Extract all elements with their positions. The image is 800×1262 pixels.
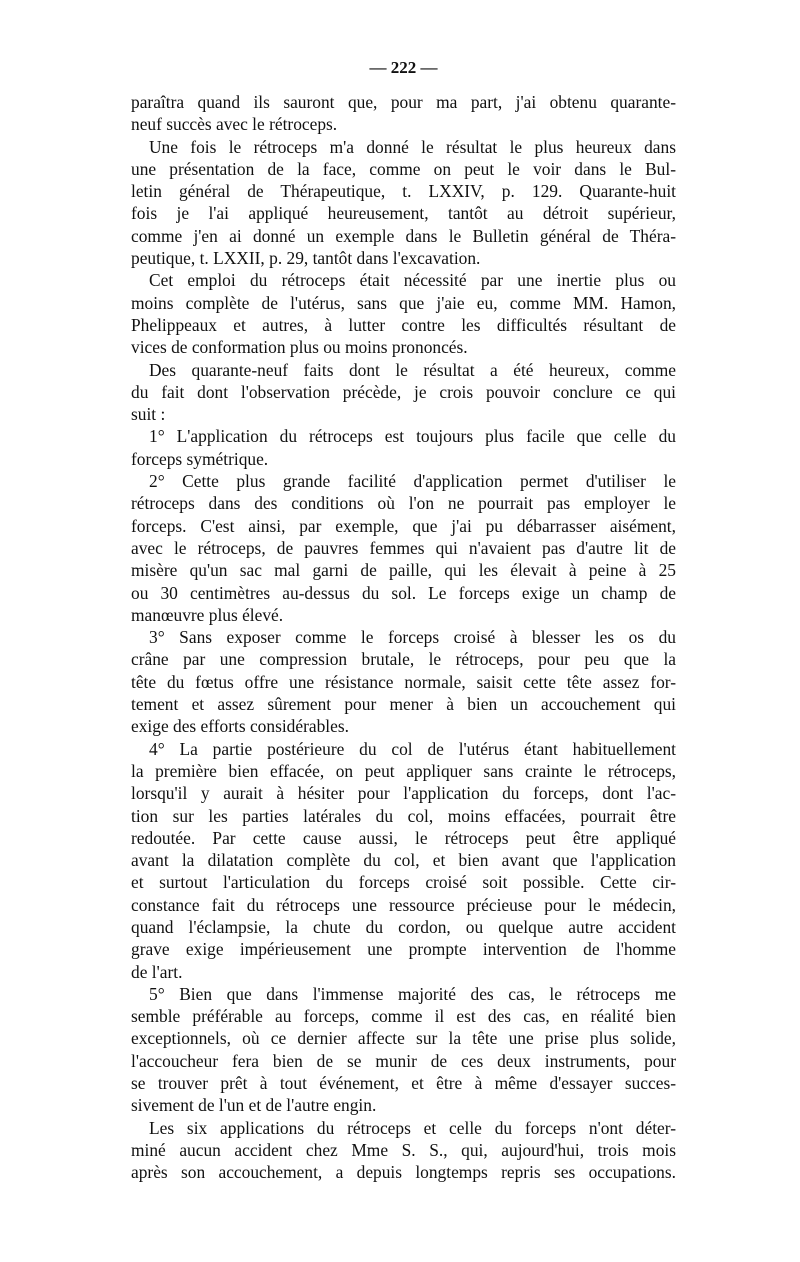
text-line: lorsqu'il y aurait à hésiter pour l'application du forceps, dont l'ac- [131,783,676,804]
text-line: rétroceps dans des conditions où l'on ne pourrait pas employer le [131,493,676,514]
text-line: 2° Cette plus grande facilité d'application permet d'utiliser le [149,471,676,492]
text-line: sivement de l'un et de l'autre engin. [131,1095,377,1116]
text-line: miné aucun accident chez Mme S. S., qui, aujourd'hui, trois mois [131,1139,676,1160]
page-number: — 222 — [369,58,438,77]
text-line: et surtout l'articulation du forceps croisé soit possible. Cette cir- [131,872,676,893]
text-line: semble préférable au forceps, comme il est des cas, en réalité bien [131,1006,676,1027]
text-line: l'accoucheur fera bien de se munir de ces deux instruments, pour [131,1050,676,1071]
text-line: du fait dont l'observation précède, je crois pouvoir conclure ce qui [131,381,676,402]
text-line: exceptionnels, où ce dernier affecte sur la tête une prise plus solide, [131,1028,676,1049]
text-line: tête du fœtus offre une résistance normale, saisit cette tête assez for- [131,671,676,692]
text-line: 5° Bien que dans l'immense majorité des cas, le rétroceps me [149,983,676,1004]
text-line: neuf succès avec le rétroceps. [131,114,338,135]
text-line: comme j'en ai donné un exemple dans le Bulletin général de Théra- [131,225,676,246]
text-line: vices de conformation plus ou moins prononcés. [131,337,468,358]
body-text [131,91,676,1184]
text-line: letin général de Thérapeutique, t. LXXIV, p. 129. Quarante-huit [131,181,676,202]
text-line: tion sur les parties latérales du col, moins effacées, pourrait être [131,805,676,826]
text-line: après son accouchement, a depuis longtemps repris ses occupations. [131,1162,676,1183]
text-line: constance fait du rétroceps une ressource précieuse pour le médecin, [131,894,676,915]
text-line: se trouver prêt à tout événement, et être à même d'essayer succes- [131,1073,676,1094]
text-line: Les six applications du rétroceps et celle du forceps n'ont déter- [149,1117,676,1138]
text-line: grave exige impérieusement une prompte intervention de l'homme [131,939,676,960]
text-line: 3° Sans exposer comme le forceps croisé à blesser les os du [149,627,676,648]
text-line: une présentation de la face, comme on peut le voir dans le Bul- [131,158,676,179]
text-line: Une fois le rétroceps m'a donné le résultat le plus heureux dans [149,136,676,157]
text-line: paraîtra quand ils sauront que, pour ma part, j'ai obtenu quarante- [131,92,676,112]
text-line: Des quarante-neuf faits dont le résultat a été heureux, comme [149,359,676,380]
text-line: avec le rétroceps, de pauvres femmes qui n'avaient pas d'autre lit de [131,537,676,558]
text-line: 4° La partie postérieure du col de l'utérus étant habituellement [149,738,676,759]
text-line: misère qu'un sac mal garni de paille, qui les élevait à peine à 25 [131,560,676,581]
text-line: quand l'éclampsie, la chute du cordon, ou quelque autre accident [131,916,676,937]
text-line: forceps. C'est ainsi, par exemple, que j'ai pu débarrasser aisément, [131,515,676,536]
text-line: ou 30 centimètres au-dessus du sol. Le forceps exige un champ de [131,582,676,603]
text-line: redoutée. Par cette cause aussi, le rétroceps peut être appliqué [131,827,676,848]
text-line: exige des efforts considérables. [131,716,349,737]
text-line: peutique, t. LXXII, p. 29, tantôt dans l'excavation. [131,248,481,269]
text-line: manœuvre plus élevé. [131,604,284,625]
text-line: tement et assez sûrement pour mener à bien un accouchement qui [131,694,676,715]
text-line: de l'art. [131,961,183,982]
text-line: crâne par une compression brutale, le rétroceps, pour peu que la [131,649,676,670]
text-line: Cet emploi du rétroceps était nécessité par une inertie plus ou [149,270,676,291]
text-line: fois je l'ai appliqué heureusement, tantôt au détroit supérieur, [131,203,676,224]
text-line: moins complète de l'utérus, sans que j'aie eu, comme MM. Hamon, [131,292,676,313]
text-line: la première bien effacée, on peut appliquer sans crainte le rétroceps, [131,760,676,781]
text-line: Phelippeaux et autres, à lutter contre les difficultés résultant de [131,314,676,335]
text-line: 1° L'application du rétroceps est toujours plus facile que celle du [149,426,676,447]
text-line: avant la dilatation complète du col, et bien avant que l'application [131,850,676,871]
text-line: suit : [131,404,166,425]
text-line: forceps symétrique. [131,448,269,469]
